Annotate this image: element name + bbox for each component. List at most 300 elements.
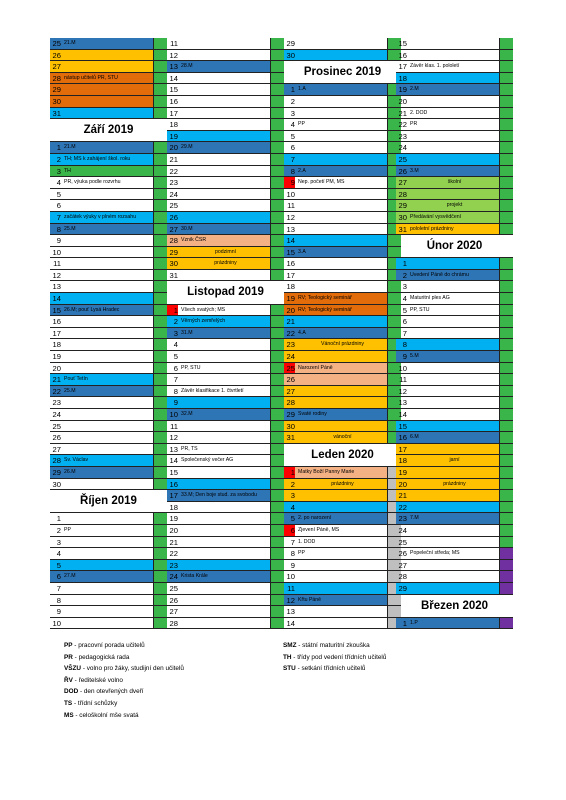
day-number: 21 bbox=[169, 537, 178, 547]
day-note: 3.A bbox=[298, 248, 306, 255]
day-number: 9 bbox=[402, 352, 407, 362]
month-title: Březen 2020 bbox=[396, 595, 513, 618]
day-row bbox=[50, 606, 167, 618]
status-strip bbox=[499, 293, 513, 304]
status-strip bbox=[499, 224, 513, 235]
legend-text: - setkání třídních učitelů bbox=[295, 665, 366, 673]
day-note: Předávání vysvědčení bbox=[410, 213, 462, 220]
status-strip bbox=[270, 235, 284, 246]
day-number: 10 bbox=[169, 410, 178, 419]
day-row bbox=[167, 189, 284, 201]
status-strip bbox=[153, 316, 167, 327]
day-number: 30 bbox=[286, 421, 295, 431]
day-number: 3 bbox=[56, 537, 61, 547]
day-number: 20 bbox=[398, 96, 407, 106]
day-note: 29.M bbox=[181, 144, 193, 151]
day-row bbox=[396, 409, 513, 421]
day-row bbox=[284, 84, 401, 96]
day-row bbox=[50, 189, 167, 201]
day-row bbox=[50, 224, 167, 236]
day-row bbox=[284, 328, 401, 340]
day-note: Závěr klas. 1. pololetí bbox=[410, 63, 460, 70]
status-strip bbox=[499, 339, 513, 350]
day-row bbox=[396, 525, 513, 537]
day-row bbox=[284, 490, 401, 502]
day-number: 17 bbox=[398, 444, 407, 454]
day-number: 7 bbox=[402, 328, 407, 338]
day-number: 13 bbox=[52, 282, 61, 292]
day-number: 25 bbox=[284, 363, 295, 374]
day-row bbox=[50, 281, 167, 293]
day-row bbox=[284, 409, 401, 421]
status-strip bbox=[153, 548, 167, 559]
status-strip bbox=[270, 50, 284, 61]
day-number: 1 bbox=[56, 514, 61, 524]
day-number: 27 bbox=[398, 178, 407, 188]
day-row bbox=[167, 571, 284, 583]
day-note: PP, STU bbox=[410, 306, 430, 313]
status-strip bbox=[499, 108, 513, 119]
day-row bbox=[284, 108, 401, 120]
day-row bbox=[50, 270, 167, 282]
legend-item bbox=[283, 640, 386, 652]
day-number: 19 bbox=[52, 352, 61, 362]
day-row bbox=[167, 177, 284, 189]
day-row bbox=[167, 374, 284, 386]
day-number: 19 bbox=[398, 467, 407, 477]
day-row bbox=[284, 212, 401, 224]
status-strip bbox=[499, 548, 513, 559]
day-note: školní bbox=[447, 179, 462, 186]
day-row bbox=[284, 96, 401, 108]
day-number: 1 bbox=[56, 143, 61, 153]
day-row bbox=[167, 502, 284, 514]
day-row bbox=[50, 108, 167, 120]
day-number: 6 bbox=[56, 572, 61, 582]
status-strip bbox=[499, 119, 513, 130]
day-row bbox=[284, 258, 401, 270]
day-row bbox=[167, 247, 284, 259]
day-row bbox=[50, 374, 167, 386]
day-number: 10 bbox=[398, 363, 407, 373]
day-number: 30 bbox=[286, 50, 295, 60]
day-row bbox=[50, 548, 167, 560]
day-number: 19 bbox=[169, 131, 178, 141]
day-row bbox=[284, 166, 401, 178]
day-row bbox=[284, 351, 401, 363]
day-number: 3 bbox=[402, 282, 407, 292]
status-strip bbox=[270, 154, 284, 165]
day-row bbox=[50, 386, 167, 398]
status-strip bbox=[153, 61, 167, 72]
day-row bbox=[396, 374, 513, 386]
day-row bbox=[284, 606, 401, 618]
day-number: 20 bbox=[398, 479, 407, 489]
day-note: Popeleční středa; MS bbox=[410, 550, 460, 557]
status-strip bbox=[153, 397, 167, 408]
status-strip bbox=[499, 200, 513, 211]
day-row bbox=[396, 38, 513, 50]
day-note: 27.M bbox=[64, 573, 76, 580]
day-note: 6.M bbox=[410, 434, 419, 441]
day-note: 3.M bbox=[410, 167, 419, 174]
day-row bbox=[50, 560, 167, 572]
day-number: 25 bbox=[398, 537, 407, 547]
day-number: 24 bbox=[169, 572, 178, 582]
day-note: podzimní bbox=[214, 248, 237, 255]
day-row bbox=[167, 467, 284, 479]
status-strip bbox=[153, 409, 167, 420]
status-strip bbox=[153, 50, 167, 61]
day-number: 12 bbox=[398, 386, 407, 396]
day-row bbox=[284, 200, 401, 212]
day-note: 2. po narození bbox=[298, 515, 332, 522]
day-number: 24 bbox=[286, 352, 295, 362]
status-strip bbox=[270, 513, 284, 524]
day-number: 30 bbox=[52, 96, 61, 106]
day-row bbox=[50, 61, 167, 73]
day-number: 15 bbox=[52, 305, 61, 315]
day-number: 23 bbox=[398, 131, 407, 141]
day-row bbox=[396, 119, 513, 131]
status-strip bbox=[499, 444, 513, 455]
status-strip bbox=[153, 108, 167, 119]
day-note: PP bbox=[64, 526, 71, 533]
day-row bbox=[50, 444, 167, 456]
day-number: 2 bbox=[290, 479, 295, 489]
status-strip bbox=[499, 258, 513, 269]
day-row bbox=[167, 537, 284, 549]
day-number: 16 bbox=[286, 259, 295, 269]
legend-abbr: STU bbox=[283, 665, 296, 673]
status-strip bbox=[499, 571, 513, 582]
day-number: 17 bbox=[169, 108, 178, 118]
day-row bbox=[284, 189, 401, 201]
day-row bbox=[396, 479, 513, 491]
day-row bbox=[284, 154, 401, 166]
day-row bbox=[167, 351, 284, 363]
day-number: 8 bbox=[290, 166, 295, 176]
status-strip bbox=[153, 339, 167, 350]
day-row bbox=[284, 386, 401, 398]
day-number: 26 bbox=[52, 50, 61, 60]
day-note: začátek výuky v plném rozsahu bbox=[64, 213, 137, 220]
day-row bbox=[167, 38, 284, 50]
legend-item bbox=[64, 675, 184, 687]
legend-item bbox=[64, 652, 184, 664]
day-row bbox=[396, 513, 513, 525]
day-number: 13 bbox=[286, 224, 295, 234]
day-note: RV; Teologický seminář bbox=[298, 295, 352, 302]
status-strip bbox=[270, 166, 284, 177]
legend-abbr: MS bbox=[64, 711, 74, 719]
day-row bbox=[284, 316, 401, 328]
status-strip bbox=[270, 247, 284, 258]
status-strip bbox=[153, 224, 167, 235]
day-number: 19 bbox=[398, 85, 407, 95]
status-strip bbox=[153, 189, 167, 200]
day-number: 17 bbox=[52, 328, 61, 338]
day-number: 21 bbox=[398, 491, 407, 501]
day-number: 11 bbox=[399, 375, 407, 385]
status-strip bbox=[153, 455, 167, 466]
day-row bbox=[396, 166, 513, 178]
day-number: 22 bbox=[398, 120, 407, 130]
day-row bbox=[284, 513, 401, 525]
day-note: Věrných zemřelých bbox=[181, 318, 226, 325]
day-note: 1.P bbox=[410, 619, 418, 626]
day-number: 27 bbox=[169, 224, 178, 234]
legend-item bbox=[283, 663, 386, 675]
day-note: Pouť Tetín bbox=[64, 376, 88, 383]
day-row bbox=[50, 316, 167, 328]
day-row bbox=[50, 154, 167, 166]
day-number: 15 bbox=[286, 247, 295, 257]
status-strip bbox=[499, 432, 513, 443]
day-row bbox=[167, 200, 284, 212]
day-number: 6 bbox=[56, 201, 61, 211]
day-number: 10 bbox=[52, 618, 61, 628]
status-strip bbox=[499, 374, 513, 385]
status-strip bbox=[270, 305, 284, 316]
day-number: 18 bbox=[169, 120, 178, 130]
status-strip bbox=[153, 200, 167, 211]
day-row bbox=[50, 397, 167, 409]
day-row bbox=[284, 131, 401, 143]
day-row bbox=[284, 50, 401, 62]
status-strip bbox=[270, 397, 284, 408]
day-note: Společenský večer AG bbox=[181, 457, 234, 464]
status-strip bbox=[153, 595, 167, 606]
day-number: 18 bbox=[169, 502, 178, 512]
status-strip bbox=[270, 386, 284, 397]
status-strip bbox=[270, 432, 284, 443]
day-note: Maturitní ples AG bbox=[410, 295, 450, 302]
day-number: 3 bbox=[173, 328, 178, 338]
day-number: 21 bbox=[286, 317, 295, 327]
legend-item bbox=[64, 698, 184, 710]
day-note: 2.A bbox=[298, 167, 306, 174]
day-row bbox=[50, 328, 167, 340]
day-number: 28 bbox=[398, 572, 407, 582]
day-row bbox=[396, 50, 513, 62]
day-note: jarní bbox=[449, 457, 460, 464]
day-number: 17 bbox=[398, 62, 407, 72]
status-strip bbox=[499, 397, 513, 408]
status-strip bbox=[270, 200, 284, 211]
day-note: TH; MS k zahájení škol. roku bbox=[64, 155, 131, 162]
day-number: 6 bbox=[284, 525, 295, 536]
status-strip bbox=[499, 73, 513, 84]
legend-text: - den otevřených dveří bbox=[78, 688, 144, 696]
day-number: 27 bbox=[52, 62, 61, 72]
day-number: 13 bbox=[169, 62, 178, 72]
day-row bbox=[396, 548, 513, 560]
day-row bbox=[284, 502, 401, 514]
day-row bbox=[50, 583, 167, 595]
day-number: 20 bbox=[169, 525, 178, 535]
status-strip bbox=[270, 560, 284, 571]
day-row bbox=[167, 513, 284, 525]
day-number: 2 bbox=[402, 270, 407, 280]
day-note: TH bbox=[64, 167, 71, 174]
day-number: 31 bbox=[398, 224, 407, 234]
day-number: 7 bbox=[173, 375, 178, 385]
status-strip bbox=[270, 212, 284, 223]
day-number: 14 bbox=[169, 456, 178, 466]
month-title: Listopad 2019 bbox=[167, 281, 284, 304]
day-row bbox=[284, 281, 401, 293]
day-row bbox=[50, 432, 167, 444]
status-strip bbox=[153, 84, 167, 95]
status-strip bbox=[499, 84, 513, 95]
day-number: 8 bbox=[290, 549, 295, 559]
day-note: prázdniny bbox=[214, 260, 237, 267]
day-number: 25 bbox=[169, 201, 178, 211]
status-strip bbox=[153, 363, 167, 374]
status-strip bbox=[499, 351, 513, 362]
month-title: Říjen 2019 bbox=[50, 490, 167, 513]
status-strip bbox=[270, 363, 284, 374]
status-strip bbox=[270, 270, 284, 281]
day-row bbox=[284, 583, 401, 595]
status-strip bbox=[270, 537, 284, 548]
day-row bbox=[167, 108, 284, 120]
day-note: PP bbox=[298, 121, 305, 128]
day-note: 25.M bbox=[64, 387, 76, 394]
day-row bbox=[167, 154, 284, 166]
day-number: 28 bbox=[169, 236, 178, 246]
day-row bbox=[284, 618, 401, 630]
day-row bbox=[50, 212, 167, 224]
day-note: PR, TS bbox=[181, 445, 198, 452]
day-row bbox=[396, 386, 513, 398]
day-row bbox=[396, 293, 513, 305]
legend-abbr: ŘV bbox=[64, 676, 73, 684]
day-note: 2.M bbox=[410, 86, 419, 93]
legend-right bbox=[283, 640, 386, 675]
day-row bbox=[396, 618, 513, 630]
day-number: 24 bbox=[52, 410, 61, 419]
day-number: 27 bbox=[398, 560, 407, 570]
status-strip bbox=[153, 154, 167, 165]
day-number: 23 bbox=[52, 398, 61, 408]
status-strip bbox=[270, 61, 284, 72]
day-number: 1 bbox=[402, 618, 407, 628]
day-number: 1 bbox=[284, 467, 295, 478]
day-row bbox=[284, 595, 401, 607]
day-row bbox=[284, 525, 401, 537]
day-row bbox=[50, 142, 167, 154]
status-strip bbox=[153, 142, 167, 153]
day-number: 4 bbox=[56, 549, 61, 559]
status-strip bbox=[270, 108, 284, 119]
day-row bbox=[50, 96, 167, 108]
status-strip bbox=[499, 305, 513, 316]
status-strip bbox=[270, 189, 284, 200]
day-number: 15 bbox=[398, 39, 407, 48]
day-number: 7 bbox=[290, 154, 295, 164]
day-row bbox=[396, 212, 513, 224]
day-row bbox=[284, 293, 401, 305]
status-strip bbox=[270, 548, 284, 559]
day-number: 28 bbox=[286, 398, 295, 408]
day-row bbox=[50, 305, 167, 317]
day-note: pololetní prázdniny bbox=[410, 225, 454, 232]
status-strip bbox=[499, 316, 513, 327]
status-strip bbox=[499, 490, 513, 501]
status-strip bbox=[270, 455, 284, 466]
status-strip bbox=[153, 606, 167, 617]
status-strip bbox=[499, 537, 513, 548]
day-note: 31.M bbox=[181, 329, 193, 336]
calendar-column bbox=[396, 38, 513, 629]
status-strip bbox=[153, 212, 167, 223]
day-number: 6 bbox=[290, 143, 295, 153]
day-number: 28 bbox=[52, 73, 61, 83]
day-number: 5 bbox=[290, 514, 295, 524]
day-number: 29 bbox=[398, 583, 407, 593]
status-strip bbox=[270, 502, 284, 513]
day-row bbox=[167, 119, 284, 131]
day-number: 6 bbox=[402, 317, 407, 327]
day-note: Vznik ČSR bbox=[181, 237, 207, 244]
day-row bbox=[50, 513, 167, 525]
status-strip bbox=[153, 560, 167, 571]
day-number: 4 bbox=[290, 120, 295, 130]
day-row bbox=[396, 571, 513, 583]
status-strip bbox=[499, 502, 513, 513]
day-row bbox=[396, 189, 513, 201]
legend-abbr: PP bbox=[64, 642, 73, 649]
day-number: 7 bbox=[290, 537, 295, 547]
month-title: Únor 2020 bbox=[396, 235, 513, 258]
day-number: 20 bbox=[286, 305, 295, 315]
day-number: 23 bbox=[169, 178, 178, 188]
day-number: 1 bbox=[167, 305, 178, 316]
status-strip bbox=[270, 38, 284, 49]
day-row bbox=[396, 200, 513, 212]
legend-abbr: TH bbox=[283, 653, 292, 661]
status-strip bbox=[499, 328, 513, 339]
day-row bbox=[284, 270, 401, 282]
status-strip bbox=[153, 618, 167, 629]
legend-text: - ředitelské volno bbox=[72, 676, 123, 684]
status-strip bbox=[270, 444, 284, 455]
day-row bbox=[396, 421, 513, 433]
day-row bbox=[284, 537, 401, 549]
day-row bbox=[50, 177, 167, 189]
day-row bbox=[167, 479, 284, 491]
day-row bbox=[284, 421, 401, 433]
status-strip bbox=[153, 166, 167, 177]
day-note: Vánoční prázdniny bbox=[321, 341, 364, 348]
day-number: 10 bbox=[286, 572, 295, 582]
day-row bbox=[396, 444, 513, 456]
status-strip bbox=[499, 583, 513, 594]
day-number: 13 bbox=[398, 398, 407, 408]
day-number: 1 bbox=[290, 85, 295, 95]
status-strip bbox=[153, 235, 167, 246]
day-row bbox=[167, 490, 284, 502]
day-row bbox=[284, 247, 401, 259]
day-row bbox=[284, 224, 401, 236]
day-row bbox=[167, 96, 284, 108]
day-row bbox=[50, 351, 167, 363]
day-row bbox=[167, 73, 284, 85]
day-number: 7 bbox=[56, 212, 61, 222]
day-row bbox=[396, 131, 513, 143]
